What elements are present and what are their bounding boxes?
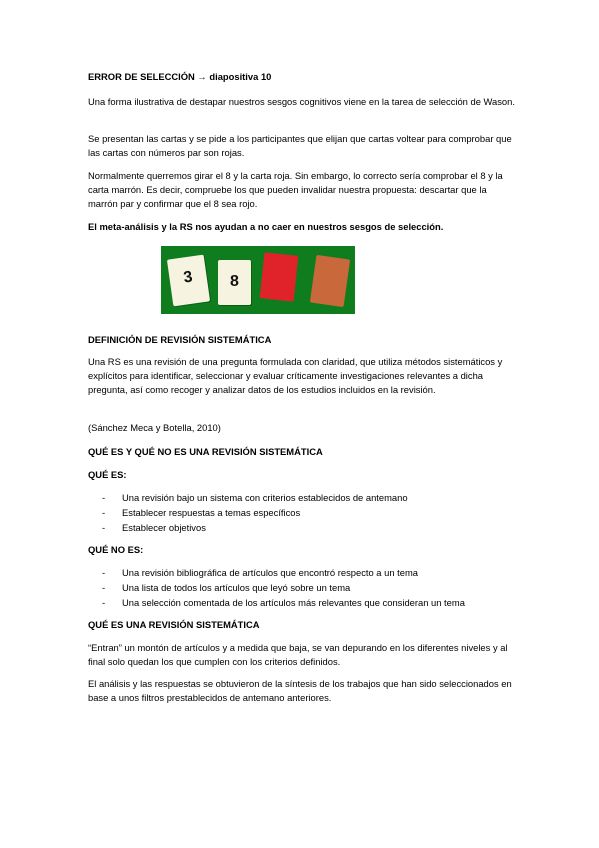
heading-que-es-rs: QUÉ ES UNA REVISIÓN SISTEMÁTICA (88, 619, 260, 630)
card-eight (218, 260, 251, 305)
paragraph-filtering: “Entran” un montón de artículos y a medida que baja, se van depurando en los diferentes niveles y al final solo quedan los que cumplen con los criterios definidos. (88, 642, 508, 667)
list-item: - Una selección comentada de los artículos más relevantes que consideran un tema (102, 597, 465, 608)
paragraph-analysis: El análisis y las respuestas se obtuvieron de la síntesis de los trabajos que han sido seleccionados en base a unos filtros prestablecidos de antemano anteriores. (88, 678, 512, 703)
que-es-label: QUÉ ES: (88, 469, 127, 480)
card-three (167, 255, 210, 307)
list-item: - Una revisión bibliográfica de artículos que encontró respecto a un tema (102, 567, 419, 578)
paragraph-wason-intro: Una forma ilustrativa de destapar nuestros sesgos cognitivos viene en la tarea de selección de Wason. (88, 96, 515, 107)
heading-error-seleccion: ERROR DE SELECCIÓN → diapositiva 10 (88, 71, 272, 82)
que-no-es-list (88, 566, 518, 611)
list-item: - Una lista de todos los artículos que leyó sobre un tema (102, 582, 351, 593)
paragraph-correct-answer: Normalmente querremos girar el 8 y la carta roja. Sin embargo, lo correcto sería comprobar el 8 y la carta marrón. Es decir, compruebe los que pueden invalidar nuestra propuesta: descartar que la marrón par y confirmar que el 8 sea rojo. (88, 170, 503, 209)
card-three-label: 3 (182, 268, 194, 287)
que-es-list (88, 491, 518, 536)
card-eight-label: 8 (230, 273, 239, 290)
card-brown (310, 255, 350, 307)
card-red (260, 252, 299, 301)
list-item: - Establecer respuestas a temas específicos (102, 507, 301, 518)
paragraph-definition: Una RS es una revisión de una pregunta formulada con claridad, que utiliza métodos sistemáticos y explícitos para identificar, seleccionar y evaluar críticamente investigaciones relevantes a dicha pregunta, así como recoger y analizar datos de los estudios incluidos en la revisión. (88, 356, 503, 395)
citation: (Sánchez Meca y Botella, 2010) (88, 422, 221, 433)
paragraph-cards-task: Se presentan las cartas y se pide a los participantes que elijan que cartas voltear para comprobar que las cartas con números par son rojas. (88, 133, 512, 158)
list-item: - Establecer objetivos (102, 522, 206, 533)
wason-cards-image (161, 246, 355, 314)
heading-definicion: DEFINICIÓN DE REVISIÓN SISTEMÁTICA (88, 334, 272, 345)
que-no-es-label: QUÉ NO ES: (88, 544, 144, 555)
paragraph-meta-analysis: El meta-análisis y la RS nos ayudan a no caer en nuestros sesgos de selección. (88, 221, 444, 232)
heading-que-es-y-no-es: QUÉ ES Y QUÉ NO ES UNA REVISIÓN SISTEMÁTICA (88, 446, 323, 457)
list-item: - Una revisión bajo un sistema con criterios establecidos de antemano (102, 492, 408, 503)
